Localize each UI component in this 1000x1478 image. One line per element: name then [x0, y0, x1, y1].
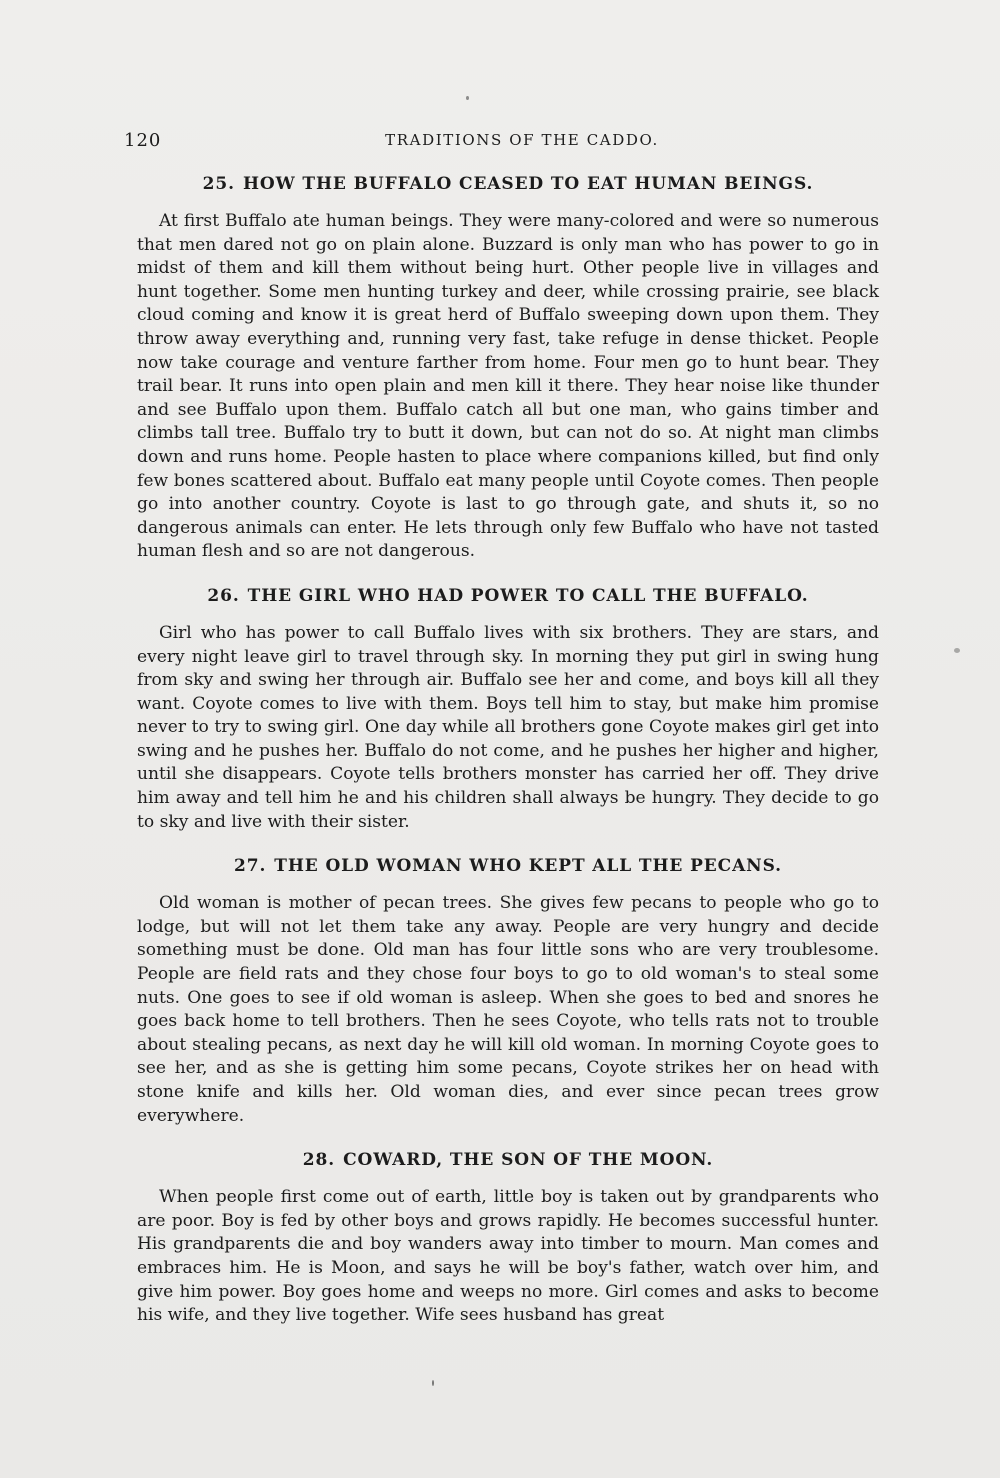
section-number: 28.	[302, 1150, 336, 1171]
section-28	[137, 1148, 879, 1328]
page-number: 120	[124, 130, 162, 151]
ink-speck	[466, 96, 469, 100]
section-27	[137, 854, 879, 1128]
section-heading	[137, 1148, 879, 1172]
section-title: COWARD, THE SON OF THE MOON.	[343, 1150, 714, 1171]
section-heading	[137, 854, 879, 878]
ink-speck	[954, 648, 960, 653]
section-25	[137, 172, 879, 564]
running-title: TRADITIONS OF THE CADDO.	[385, 131, 659, 149]
section-number: 26.	[207, 585, 240, 606]
section-26	[137, 584, 879, 834]
running-head	[124, 130, 880, 158]
section-heading	[137, 172, 879, 196]
section-heading	[137, 584, 879, 608]
section-title: THE GIRL WHO HAD POWER TO CALL THE BUFFALO.	[247, 585, 809, 606]
section-paragraph: At first Buffalo ate human beings. They were many-colored and were so numerous that men dared not go on plain alone. Buzzard is only man who has power to go in midst of them and kill them without being hurt. Other people live in villages and hunt together. Some men hunting turkey and deer, while crossing prairie, see black cloud coming and know it is great herd of Buffalo sweeping down upon them. They throw away everything and, running very fast, take refuge in dense thicket. People now take courage and venture farther from home. Four men go to hunt bear. They trail bear. It runs into open plain and men kill it there. They hear noise like thunder and see Buffalo upon them. Buffalo catch all but one man, who gains timber and climbs tall tree. Buffalo try to butt it down, but can not do so. At night man climbs down and runs home. People hasten to place where companions killed, but find only few bones scattered about. Buffalo eat many people until Coyote comes. Then people go into another country. Coyote is last to go through gate, and shuts it, so no dangerous animals can enter. He lets through only few Buffalo who have not tasted human flesh and so are not dangerous.	[137, 211, 879, 562]
ink-speck	[432, 1380, 434, 1386]
page-body	[137, 172, 879, 1348]
section-paragraph: Girl who has power to call Buffalo lives with six brothers. They are stars, and every night leave girl to travel through sky. In morning they put girl in swing hung from sky and swing her through air. Buffalo see her and come, and boys kill all they want. Coyote comes to live with them. Boys tell him to stay, but make him promise never to try to swing girl. One day while all brothers gone Coyote makes girl get into swing and he pushes her. Buffalo do not come, and he pushes her higher and higher, until she disappears. Coyote tells brothers monster has carried her off. They drive him away and tell him he and his children shall always be hungry. They decide to go to sky and live with their sister.	[137, 622, 879, 832]
section-paragraph: Old woman is mother of pecan trees. She gives few pecans to people who go to lodge, but will not let them take any away. People are very hungry and decide something must be done. Old man has four little sons who are very troublesome. People are field rats and they chose four boys to go to old woman's to steal some nuts. One goes to see if old woman is asleep. When she goes to bed and snores he goes back home to tell brothers. Then he sees Coyote, who tells rats not to trouble about stealing pecans, as next day he will kill old woman. In morning Coyote goes to see her, and as she is getting him some pecans, Coyote strikes her on head with stone knife and kills her. Old woman dies, and ever since pecan trees grow everywhere.	[137, 893, 879, 1126]
section-number: 27.	[233, 856, 267, 877]
section-title: THE OLD WOMAN WHO KEPT ALL THE PECANS.	[274, 856, 783, 877]
section-title: HOW THE BUFFALO CEASED TO EAT HUMAN BEINGS.	[242, 174, 814, 194]
section-number: 25.	[202, 174, 235, 194]
section-paragraph: When people first come out of earth, little boy is taken out by grandparents who are poor. Boy is fed by other boys and grows rapidly. He becomes successful hunter. His grandparents die and boy wanders away into timber to mourn. Man comes and embraces him. He is Moon, and says he will be boy's father, watch over him, and give him power. Boy goes home and weeps no more. Girl comes and asks to become his wife, and they live together. Wife sees husband has great	[137, 1187, 879, 1326]
